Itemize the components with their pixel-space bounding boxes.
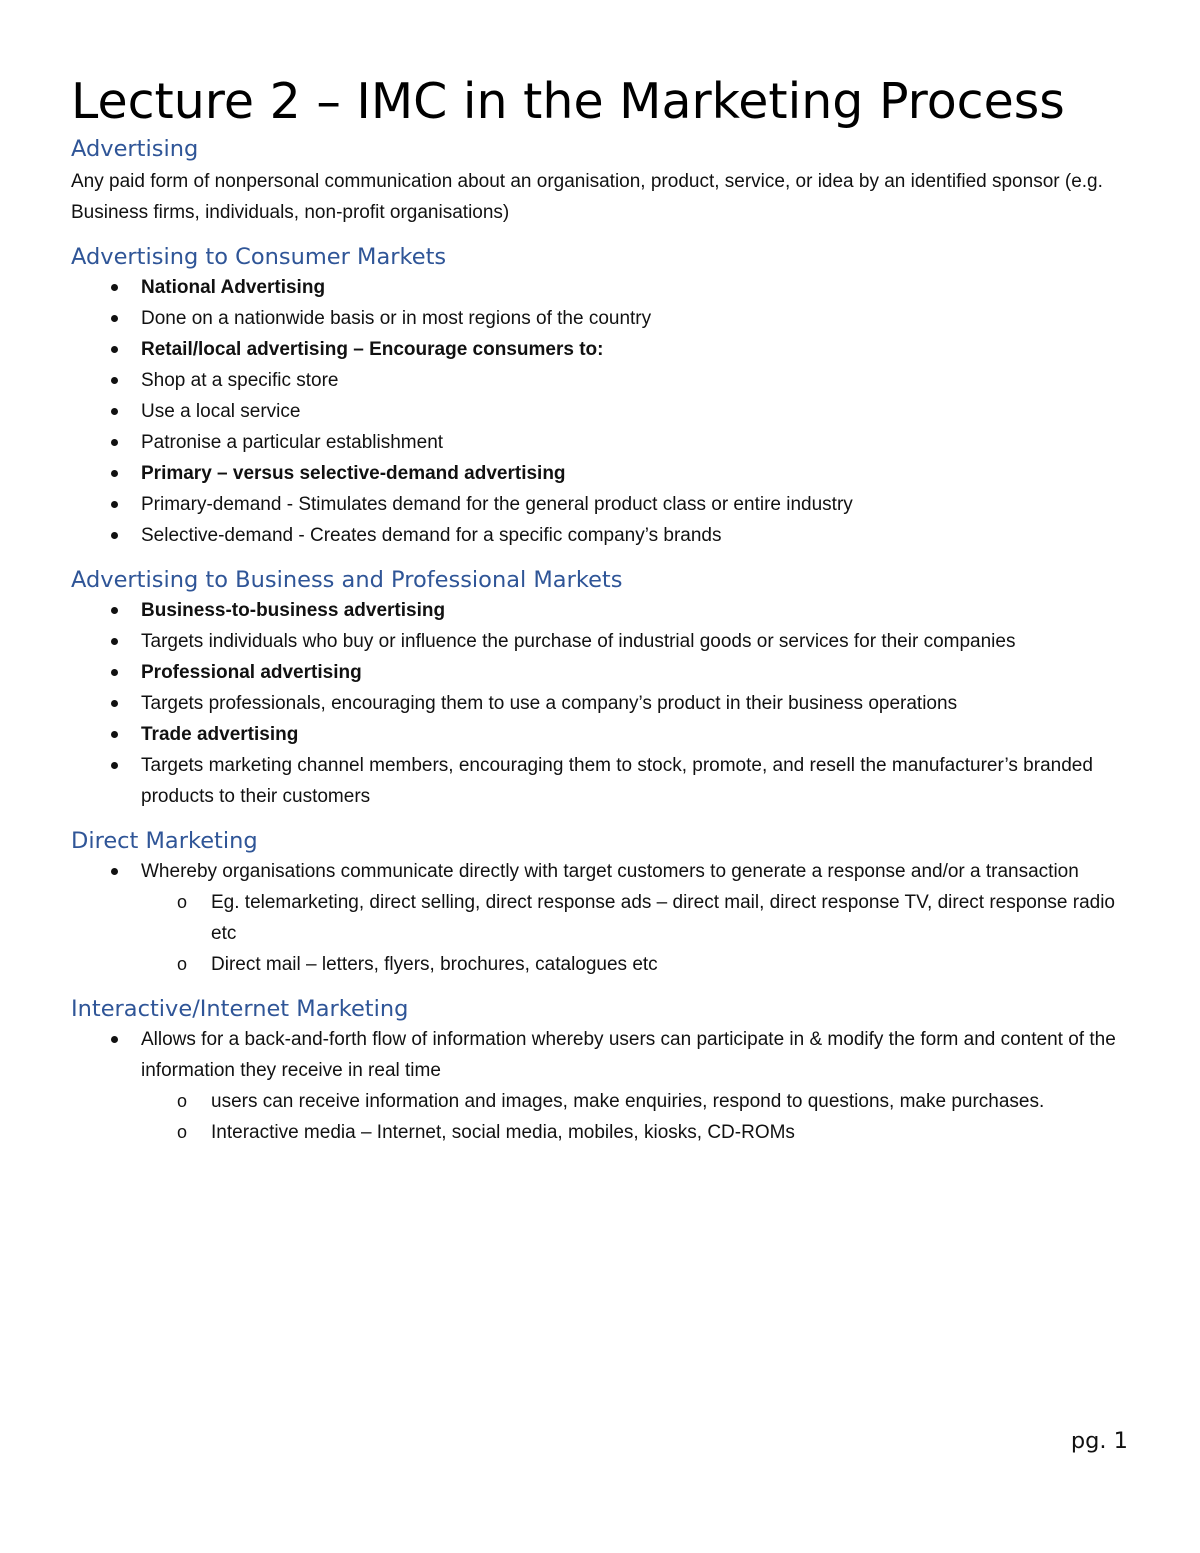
list-item: [71, 365, 1136, 396]
list-item: [71, 272, 1136, 303]
list-item-text: National Advertising: [141, 277, 326, 298]
sub-list-item: [141, 887, 1136, 949]
bullet-list: [71, 272, 1136, 551]
bullet-dot-icon: [111, 408, 118, 415]
list-item: [71, 334, 1136, 365]
bullet-dot-icon: [111, 669, 118, 676]
list-item-text: Allows for a back-and-forth flow of information whereby users can participate in & modify the form and content of the information they receive in real time: [141, 1029, 1116, 1081]
sub-list-item: [141, 1117, 1136, 1148]
bullet-list: [71, 856, 1136, 980]
section-heading-advertising-to-consumer-markets: Advertising to Consumer Markets: [71, 244, 447, 270]
bullet-dot-icon: [111, 868, 118, 875]
list-item: [71, 750, 1136, 812]
bullet-dot-icon: [111, 284, 118, 291]
sub-list-item-text: Eg. telemarketing, direct selling, direct response ads – direct mail, direct response TV, direct response radio etc: [211, 892, 1116, 944]
bullet-dot-icon: [111, 439, 118, 446]
bullet-dot-icon: [111, 377, 118, 384]
list-item: [71, 520, 1136, 551]
list-item: [71, 719, 1136, 750]
list-item-text: Use a local service: [141, 401, 301, 422]
bullet-dot-icon: [111, 607, 118, 614]
list-item-text: Done on a nationwide basis or in most regions of the country: [141, 308, 652, 329]
hollow-circle-bullet-icon: o: [177, 1091, 188, 1111]
bullet-dot-icon: [111, 315, 118, 322]
section-heading-advertising: Advertising: [71, 136, 199, 162]
sub-list-item: [141, 949, 1136, 980]
list-item: [71, 657, 1136, 688]
list-item-text: Patronise a particular establishment: [141, 432, 444, 453]
hollow-circle-bullet-icon: o: [177, 1122, 188, 1142]
list-item-text: Business-to-business advertising: [141, 600, 446, 621]
bullet-dot-icon: [111, 470, 118, 477]
bullet-dot-icon: [111, 501, 118, 508]
bullet-dot-icon: [111, 700, 118, 707]
section-heading-advertising-to-business-and-professional-markets: Advertising to Business and Professional Markets: [71, 567, 623, 593]
sub-list-item-text: Interactive media – Internet, social media, mobiles, kiosks, CD-ROMs: [211, 1122, 795, 1143]
section-heading-interactive-internet-marketing: Interactive/Internet Marketing: [71, 996, 409, 1022]
list-item: [71, 396, 1136, 427]
list-item: [71, 688, 1136, 719]
list-item-text: Whereby organisations communicate directly with target customers to generate a response and/or a transaction: [141, 861, 1079, 882]
page-title: Lecture 2 – IMC in the Marketing Process: [71, 73, 1065, 130]
list-item: [71, 595, 1136, 626]
sub-list-item: [141, 1086, 1136, 1117]
list-item: [71, 1024, 1136, 1148]
bullet-dot-icon: [111, 731, 118, 738]
list-item-text: Primary – versus selective-demand advertising: [141, 463, 566, 484]
list-item: [71, 303, 1136, 334]
sub-bullet-list: [141, 887, 1136, 980]
list-item-text: Retail/local advertising – Encourage consumers to:: [141, 339, 604, 360]
list-item-text: Targets marketing channel members, encouraging them to stock, promote, and resell the manufacturer’s branded products to their customers: [141, 755, 1093, 807]
bullet-dot-icon: [111, 532, 118, 539]
hollow-circle-bullet-icon: o: [177, 954, 188, 974]
list-item-text: Shop at a specific store: [141, 370, 339, 391]
document-body: [71, 72, 1136, 1148]
list-item-text: Primary-demand - Stimulates demand for the general product class or entire industry: [141, 494, 853, 515]
bullet-list: [71, 595, 1136, 812]
bullet-dot-icon: [111, 346, 118, 353]
list-item: [71, 626, 1136, 657]
bullet-list: [71, 1024, 1136, 1148]
section-heading-direct-marketing: Direct Marketing: [71, 828, 258, 854]
list-item: [71, 856, 1136, 980]
list-item-text: Professional advertising: [141, 662, 362, 683]
sub-list-item-text: Direct mail – letters, flyers, brochures, catalogues etc: [211, 954, 658, 975]
hollow-circle-bullet-icon: o: [177, 892, 188, 912]
list-item-text: Selective-demand - Creates demand for a specific company’s brands: [141, 525, 722, 546]
list-item-text: Targets professionals, encouraging them to use a company’s product in their business operations: [141, 693, 958, 714]
bullet-dot-icon: [111, 762, 118, 769]
sub-bullet-list: [141, 1086, 1136, 1148]
section-paragraph: Any paid form of nonpersonal communication about an organisation, product, service, or idea by an identified sponsor (e.g. Business firms, individuals, non-profit organisations): [71, 171, 1103, 223]
list-item-text: Trade advertising: [141, 724, 299, 745]
list-item: [71, 458, 1136, 489]
sub-list-item-text: users can receive information and images, make enquiries, respond to questions, make purchases.: [211, 1091, 1045, 1112]
bullet-dot-icon: [111, 638, 118, 645]
list-item-text: Targets individuals who buy or influence the purchase of industrial goods or services for their companies: [141, 631, 1016, 652]
list-item: [71, 489, 1136, 520]
bullet-dot-icon: [111, 1036, 118, 1043]
list-item: [71, 427, 1136, 458]
page-number: pg. 1: [1070, 1428, 1128, 1454]
